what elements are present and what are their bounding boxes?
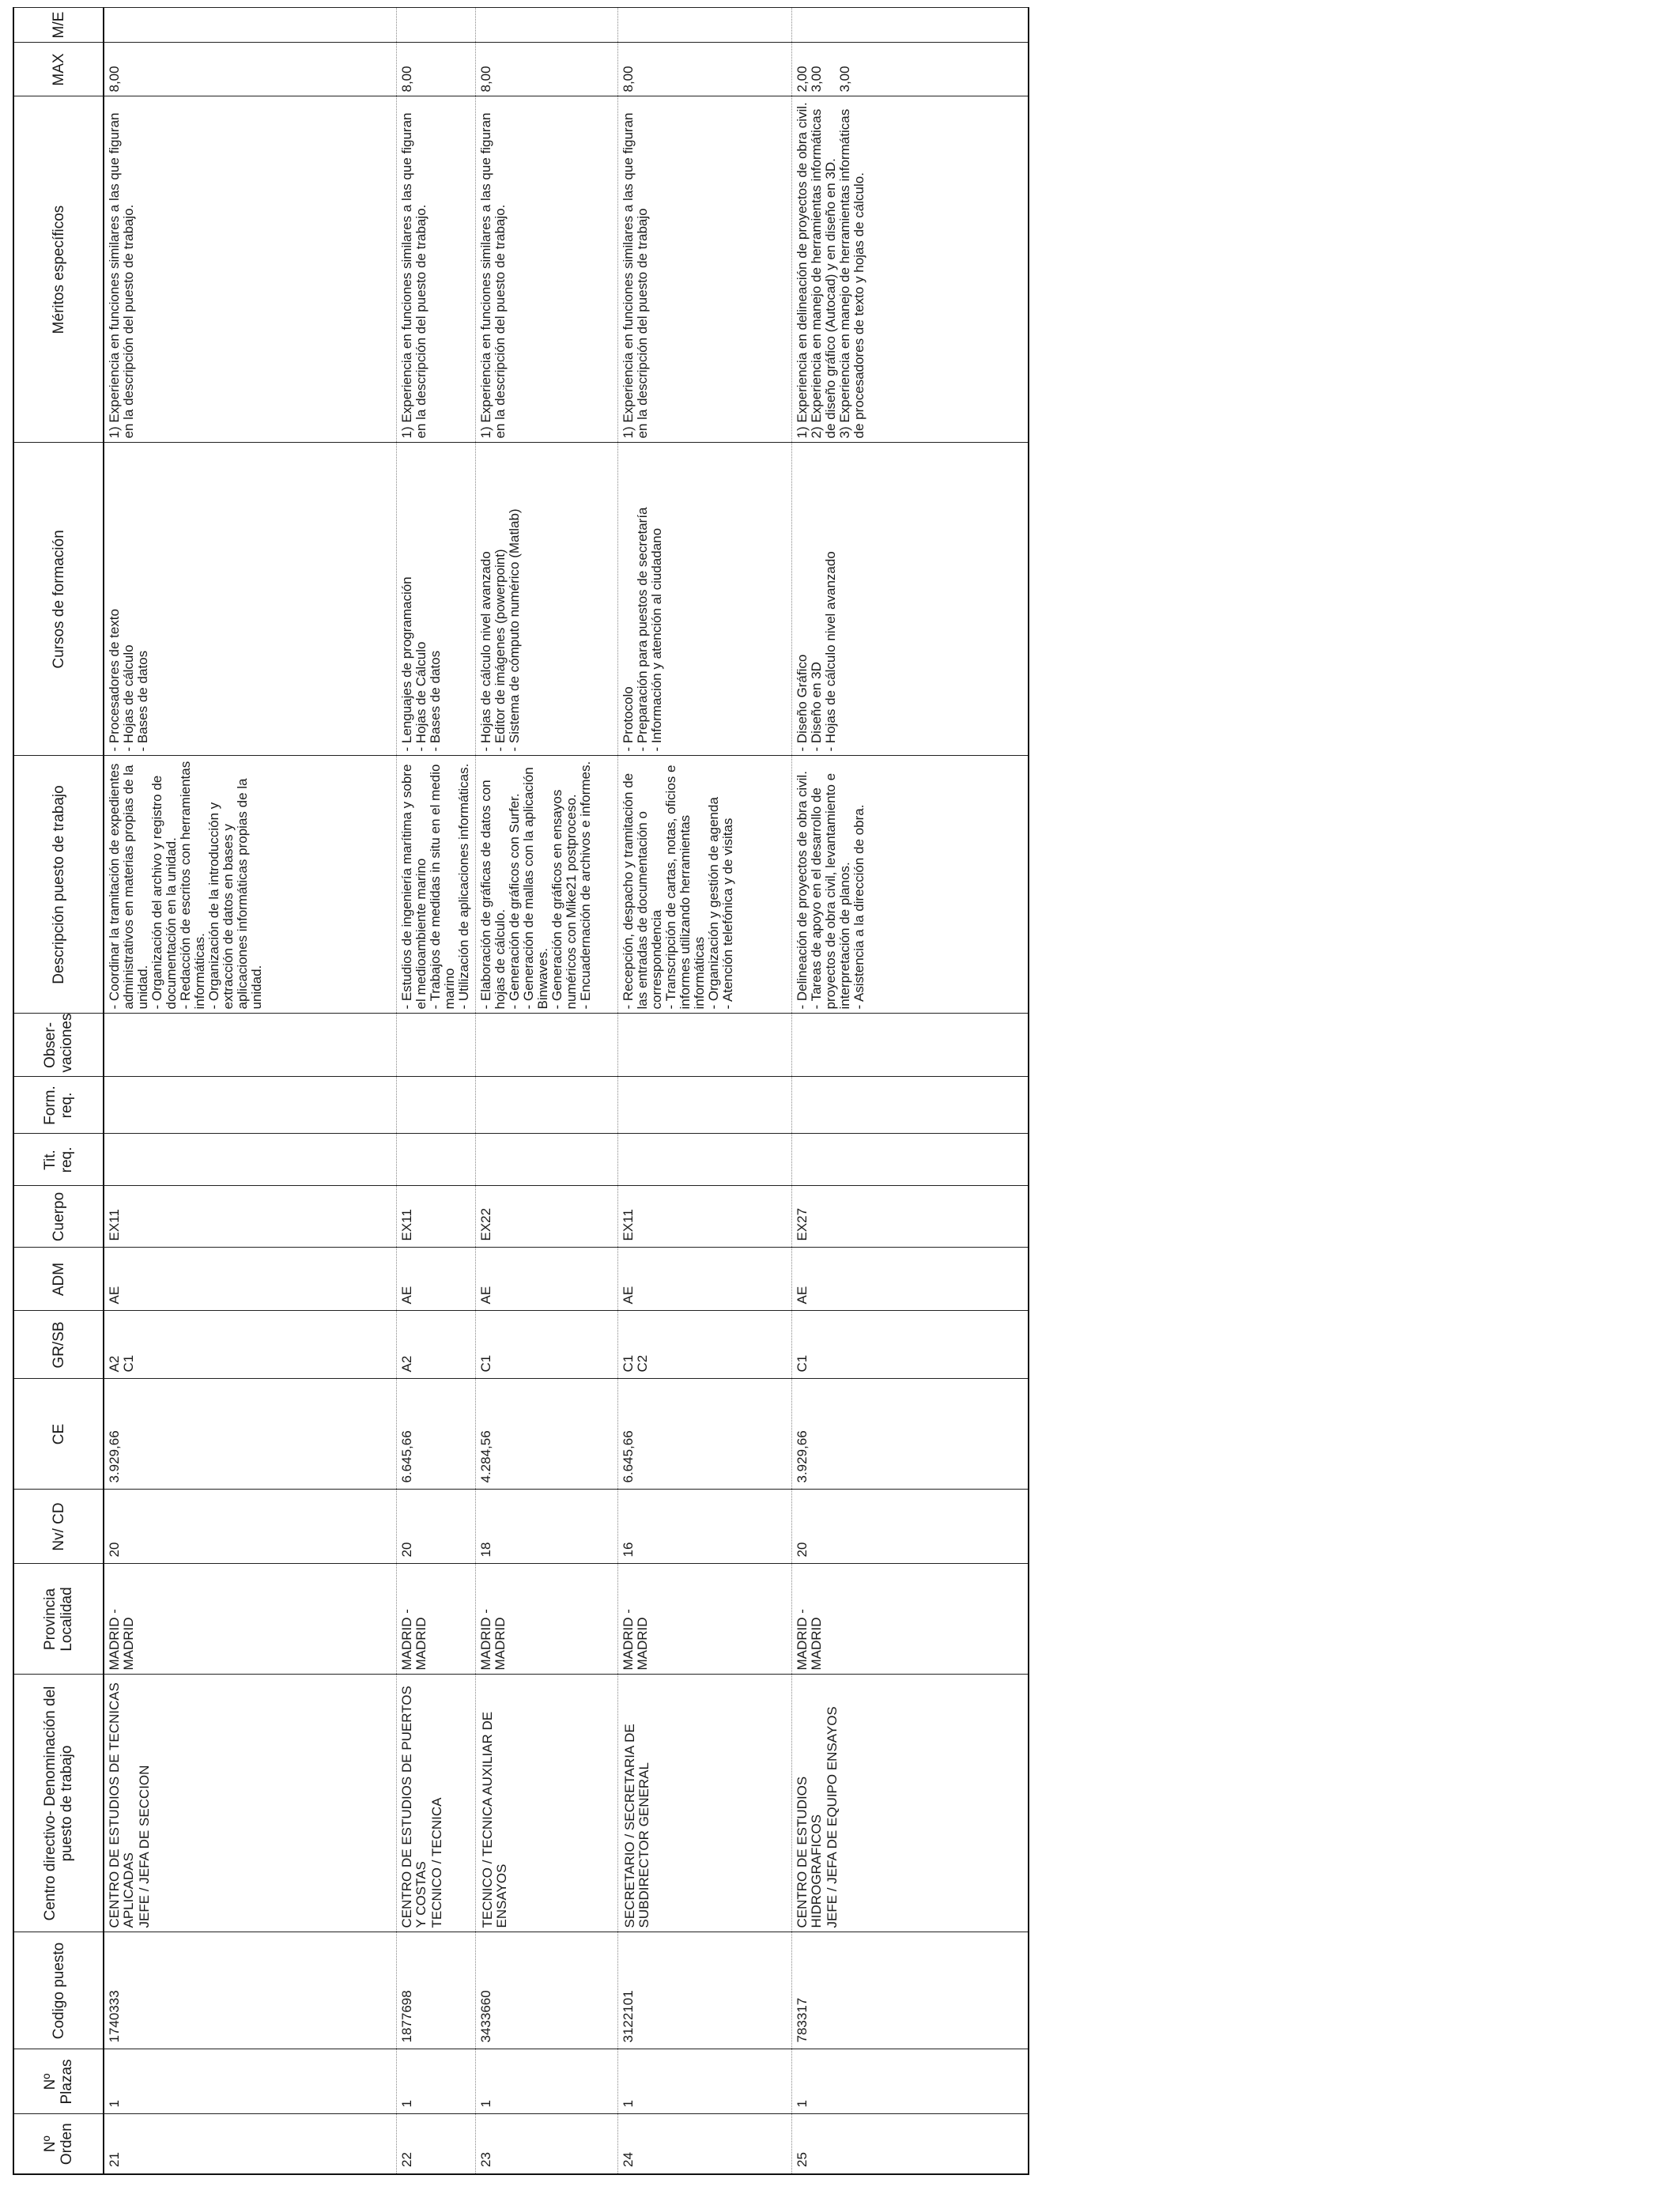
header-me: M/E xyxy=(13,8,104,43)
ce-cell: 6.645,66 xyxy=(617,1379,791,1490)
me-cell xyxy=(475,8,617,43)
provincia-cell: MADRID - MADRID xyxy=(104,1564,396,1675)
provincia-cell: MADRID - MADRID xyxy=(396,1564,475,1675)
codigo-cell: 783317 xyxy=(791,1932,1029,2049)
denominacion: JEFE / JEFA DE EQUIPO ENSAYOS xyxy=(824,1706,840,1928)
centro-cell xyxy=(617,1675,791,1932)
max-cell: 8,00 xyxy=(617,43,791,96)
descripcion-cell: - Delineación de proyectos de obra civil. - Tareas de apoyo en el desarrollo de proyectos de obra civil, levantamiento e interpretación de planos. - Asistencia a la dirección de obra. xyxy=(791,756,1029,1014)
header-meritos: Méritos específicos xyxy=(13,96,104,443)
centro-directivo: CENTRO DE ESTUDIOS DE TECNICAS APLICADAS xyxy=(107,1682,136,1928)
provincia-cell: MADRID - MADRID xyxy=(617,1564,791,1675)
grsb-cell: C1 C2 xyxy=(617,1311,791,1379)
codigo-cell: 3433660 xyxy=(475,1932,617,2049)
form-cell xyxy=(475,1077,617,1134)
header-codigo: Codigo puesto xyxy=(13,1932,104,2049)
nivel-cell: 18 xyxy=(475,1490,617,1564)
cuerpo-cell: EX11 xyxy=(617,1186,791,1248)
cursos-cell: - Hojas de cálculo nivel avanzado - Editor de imágenes (powerpoint) - Sistema de cómputo numérico (Matlab) xyxy=(475,443,617,756)
header-ce: CE xyxy=(13,1379,104,1490)
tit-cell xyxy=(104,1134,396,1186)
grsb-cell: A2 xyxy=(396,1311,475,1379)
meritos-cell: 1) Experiencia en funciones similares a las que figuran en la descripción del puesto de trabajo. xyxy=(475,96,617,443)
obs-cell xyxy=(475,1014,617,1077)
adm-cell: AE xyxy=(104,1248,396,1311)
cursos-cell: - Procesadores de texto - Hojas de cálculo - Bases de datos xyxy=(104,443,396,756)
cursos-cell: - Protocolo - Preparación para puestos de secretaría - Información y atención al ciudadano xyxy=(617,443,791,756)
orden-cell: 21 xyxy=(104,2114,396,2174)
adm-cell: AE xyxy=(617,1248,791,1311)
header-plazas: Nº Plazas xyxy=(13,2049,104,2114)
plazas-cell: 1 xyxy=(791,2049,1029,2114)
header-obs: Obser- vaciones xyxy=(13,1014,104,1077)
table-row xyxy=(617,8,791,2174)
descripcion-cell: - Coordinar la tramitación de expedientes administrativos en materias propias de la unidad. - Organización del archivo y registro de documentación en la unidad. - Redacción de escritos con herramientas informáticas. - Organización de la introducción y extracción de datos en bases y aplicaciones informáticas propias de la unidad. xyxy=(104,756,396,1014)
form-cell xyxy=(104,1077,396,1134)
table-row xyxy=(104,8,396,2174)
orden-cell: 25 xyxy=(791,2114,1029,2174)
cursos-cell: - Lenguajes de programación - Hojas de Cálculo - Bases de datos xyxy=(396,443,475,756)
me-cell xyxy=(396,8,475,43)
nivel-cell: 20 xyxy=(791,1490,1029,1564)
orden-cell: 24 xyxy=(617,2114,791,2174)
centro-cell xyxy=(396,1675,475,1932)
header-grsb: GR/SB xyxy=(13,1311,104,1379)
provincia-cell: MADRID - MADRID xyxy=(475,1564,617,1675)
me-cell xyxy=(617,8,791,43)
nivel-cell: 20 xyxy=(104,1490,396,1564)
grsb-cell: C1 xyxy=(791,1311,1029,1379)
form-cell xyxy=(396,1077,475,1134)
obs-cell xyxy=(617,1014,791,1077)
tit-cell xyxy=(617,1134,791,1186)
descripcion-cell: - Estudios de ingeniería marítima y sobre el medioambiente marino - Trabajos de medidas in situ en el medio marino - Utilización de aplicaciones informáticas. xyxy=(396,756,475,1014)
table-row xyxy=(475,8,617,2174)
orden-cell: 22 xyxy=(396,2114,475,2174)
max-cell: 8,00 xyxy=(104,43,396,96)
max-cell: 8,00 xyxy=(396,43,475,96)
centro-cell xyxy=(791,1675,1029,1932)
centro-cell xyxy=(104,1675,396,1932)
table-header-row xyxy=(13,8,104,2174)
max-cell: 8,00 xyxy=(475,43,617,96)
cursos-cell: - Diseño Gráfico - Diseño en 3D - Hojas de cálculo nivel avanzado xyxy=(791,443,1029,756)
header-adm: ADM xyxy=(13,1248,104,1311)
meritos-cell: 1) Experiencia en funciones similares a las que figuran en la descripción del puesto de trabajo. xyxy=(396,96,475,443)
codigo-cell: 3122101 xyxy=(617,1932,791,2049)
meritos-cell: 1) Experiencia en delineación de proyectos de obra civil. 2) Experiencia en manejo de herramientas informáticas de diseño gráfico (Autocad) y en diseño en 3D. 3) Experiencia en manejo de herramientas informáticas de procesadores de texto y hojas de cálculo. xyxy=(791,96,1029,443)
plazas-cell: 1 xyxy=(475,2049,617,2114)
provincia-cell: MADRID - MADRID xyxy=(791,1564,1029,1675)
tit-cell xyxy=(791,1134,1029,1186)
obs-cell xyxy=(791,1014,1029,1077)
tit-cell xyxy=(475,1134,617,1186)
orden-cell: 23 xyxy=(475,2114,617,2174)
centro-cell xyxy=(475,1675,617,1932)
header-max: MAX xyxy=(13,43,104,96)
denominacion: TECNICO / TECNICA xyxy=(428,1797,444,1928)
me-cell xyxy=(791,8,1029,43)
header-nivel: Nv/ CD xyxy=(13,1490,104,1564)
grsb-cell: C1 xyxy=(475,1311,617,1379)
meritos-cell: 1) Experiencia en funciones similares a las que figuran en la descripción del puesto de trabajo xyxy=(617,96,791,443)
cuerpo-cell: EX27 xyxy=(791,1186,1029,1248)
codigo-cell: 1740333 xyxy=(104,1932,396,2049)
obs-cell xyxy=(396,1014,475,1077)
table-row xyxy=(791,8,1029,2174)
obs-cell xyxy=(104,1014,396,1077)
denominacion: TECNICO / TECNICA AUXILIAR DE ENSAYOS xyxy=(479,1711,509,1928)
table-body xyxy=(104,8,1029,2174)
descripcion-cell: - Elaboración de gráficas de datos con hojas de cálculo. - Generación de gráficos con Surfer. - Generación de mallas con la aplicación Binwaves. - Generación de gráficos en ensayos numéricos con Mike21 postproceso. - Encuadernación de archivos e informes. xyxy=(475,756,617,1014)
ce-cell: 4.284,56 xyxy=(475,1379,617,1490)
header-provincia: Provincia Localidad xyxy=(13,1564,104,1675)
cuerpo-cell: EX11 xyxy=(104,1186,396,1248)
nivel-cell: 16 xyxy=(617,1490,791,1564)
header-form: Form. req. xyxy=(13,1077,104,1134)
form-cell xyxy=(791,1077,1029,1134)
denominacion: JEFE / JEFA DE SECCION xyxy=(137,1765,152,1928)
centro-directivo: CENTRO DE ESTUDIOS DE PUERTOS Y COSTAS xyxy=(398,1686,428,1928)
meritos-cell: 1) Experiencia en funciones similares a las que figuran en la descripción del puesto de trabajo. xyxy=(104,96,396,443)
header-tit: Tit. req. xyxy=(13,1134,104,1186)
cuerpo-cell: EX22 xyxy=(475,1186,617,1248)
adm-cell: AE xyxy=(475,1248,617,1311)
ce-cell: 3.929,66 xyxy=(104,1379,396,1490)
max-cell: 2,00 3,00 3,00 xyxy=(791,43,1029,96)
header-cuerpo: Cuerpo xyxy=(13,1186,104,1248)
plazas-cell: 1 xyxy=(104,2049,396,2114)
adm-cell: AE xyxy=(396,1248,475,1311)
tit-cell xyxy=(396,1134,475,1186)
header-centro: Centro directivo- Denominación del puesto de trabajo xyxy=(13,1675,104,1932)
grsb-cell: A2 C1 xyxy=(104,1311,396,1379)
plazas-cell: 1 xyxy=(396,2049,475,2114)
denominacion: SECRETARIO / SECRETARIA DE SUBDIRECTOR GENERAL xyxy=(621,1724,651,1928)
header-cursos: Cursos de formación xyxy=(13,443,104,756)
header-descripcion: Descripción puesto de trabajo xyxy=(13,756,104,1014)
header-orden: Nº Orden xyxy=(13,2114,104,2174)
codigo-cell: 1877698 xyxy=(396,1932,475,2049)
form-cell xyxy=(617,1077,791,1134)
plazas-cell: 1 xyxy=(617,2049,791,2114)
nivel-cell: 20 xyxy=(396,1490,475,1564)
cuerpo-cell: EX11 xyxy=(396,1186,475,1248)
puestos-table xyxy=(13,8,1029,2176)
me-cell xyxy=(104,8,396,43)
centro-directivo: CENTRO DE ESTUDIOS HIDROGRAFICOS xyxy=(794,1776,824,1928)
table-row xyxy=(396,8,475,2174)
ce-cell: 3.929,66 xyxy=(791,1379,1029,1490)
descripcion-cell: - Recepción, despacho y tramitación de las entradas de documentación o correspondencia - Transcripción de cartas, notas, oficios e informes utilizando herramientas informáticas - Organización y gestión de agenda - Atención telefónica y de visitas xyxy=(617,756,791,1014)
adm-cell: AE xyxy=(791,1248,1029,1311)
ce-cell: 6.645,66 xyxy=(396,1379,475,1490)
